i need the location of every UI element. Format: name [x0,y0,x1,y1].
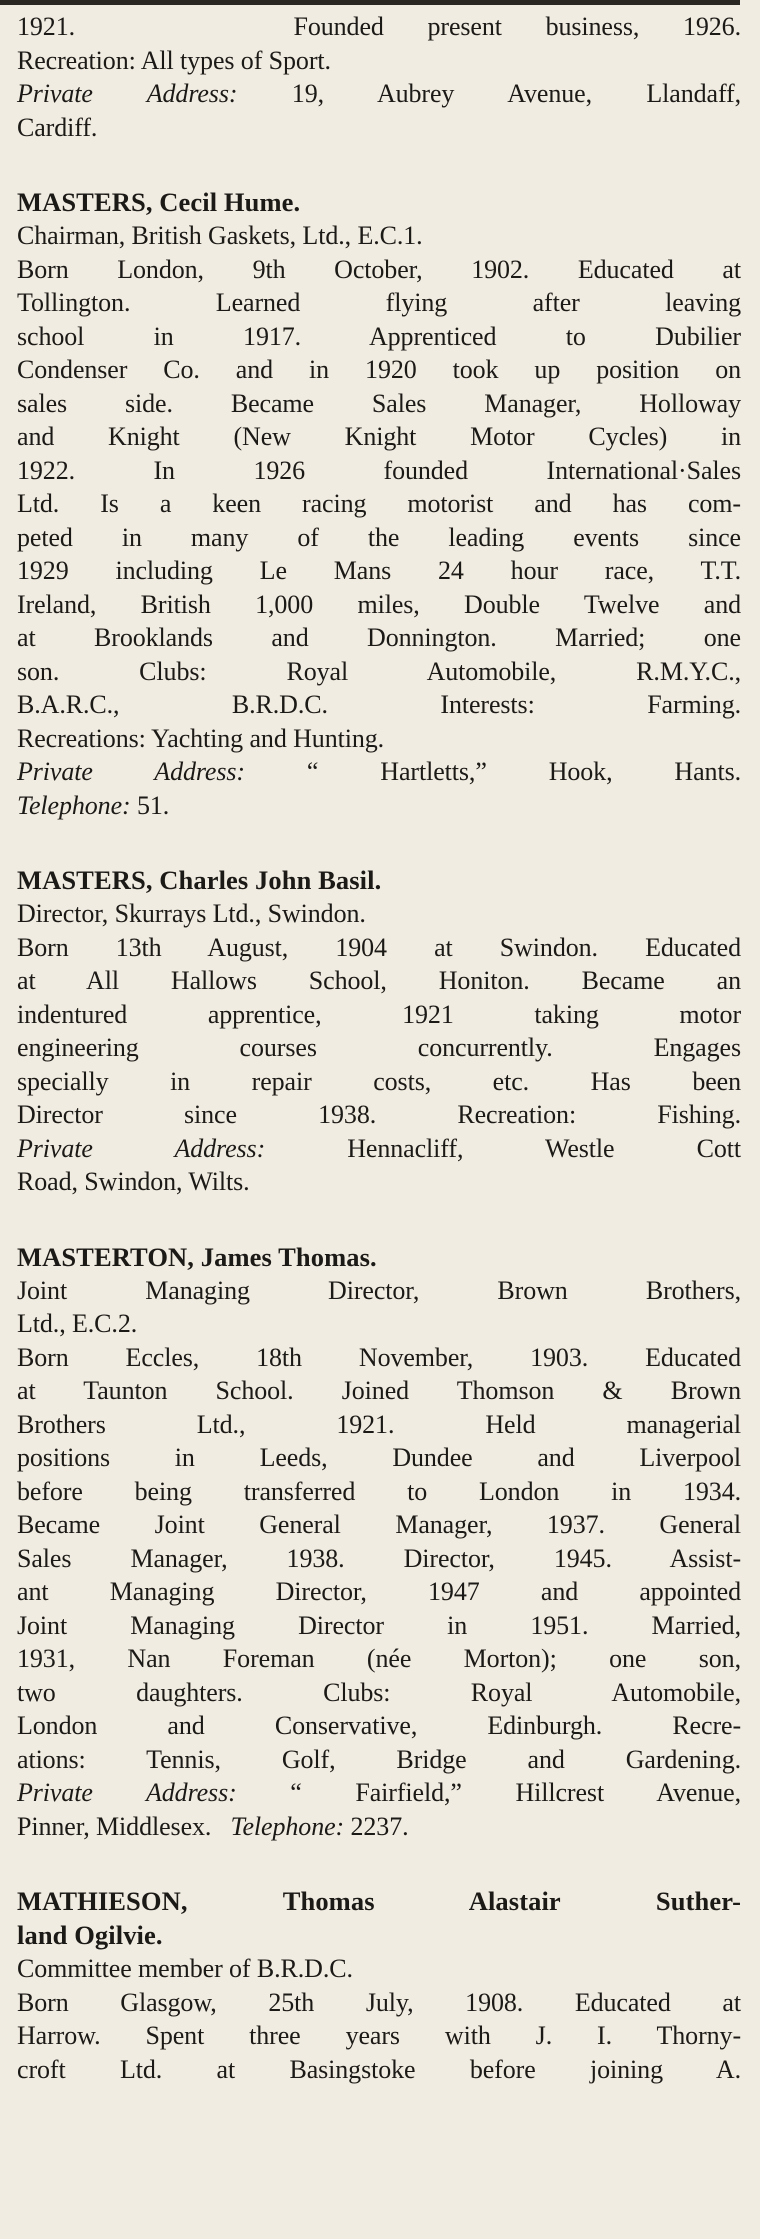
text-line: Cardiff. [17,112,98,142]
text-line: Director, Skurrays Ltd., Swindon. [17,899,366,928]
entry-heading: MATHIESON, Thomas Alastair Suther- [17,1886,742,1916]
text-line: B.A.R.C., B.R.D.C. Interests: Farming. [17,690,741,719]
text-line: Joint Managing Director in 1951. Married, [17,1610,741,1640]
text-line: Director since 1938. Recreation: Fishing. [17,1100,741,1129]
text-line: Born Glasgow, 25th July, 1908. Educated at [17,1987,741,2017]
entry-heading: MASTERS, Cecil Hume. [17,187,301,217]
text-line: positions in Leeds, Dundee and Liverpool [17,1443,741,1472]
text-line: Tollington. Learned flying after leaving [17,288,741,317]
text-line: two daughters. Clubs: Royal Automobile, [17,1677,741,1707]
text-line: at Taunton School. Joined Thomson & Brown [17,1376,741,1405]
text-line: Ireland, British 1,000 miles, Double Twelve and [17,589,741,619]
text-line: Ltd. Is a keen racing motorist and has com- [17,489,741,518]
text-line: Ltd., E.C.2. [17,1309,138,1338]
text-line: Born Eccles, 18th November, 1903. Educated [17,1342,741,1372]
text-line: and Knight (New Knight Motor Cycles) in [17,422,741,451]
entry-heading-continued: land Ogilvie. [17,1920,163,1950]
telephone-label: Telephone: [17,790,131,820]
private-address-line: Private Address: Hennacliff, Westle Cott [17,1133,741,1163]
text-line: Sales Manager, 1938. Director, 1945. Assist- [17,1543,741,1573]
top-rule [0,0,740,5]
text-line: ations: Tennis, Golf, Bridge and Gardening. [17,1744,741,1774]
private-address-label: Private Address: [17,1778,237,1807]
text-line: school in 1917. Apprenticed to Dubilier [17,321,741,351]
text-line: Became Joint General Manager, 1937. General [17,1510,741,1539]
text-line: indentured apprentice, 1921 taking motor [17,999,741,1029]
text-line: Born London, 9th October, 1902. Educated at [17,254,741,284]
entry-masters-charles-john-basil [17,863,741,1199]
entry-heading: MASTERS, Charles John Basil. [17,865,382,895]
private-address-line: Private Address: 19, Aubrey Avenue, Llandaff, [17,79,741,108]
text-line: at All Hallows School, Honiton. Became an [17,966,741,995]
private-address-label: Private Address: [17,79,238,108]
telephone-line: Telephone: 51. [17,790,170,820]
entry-heading: MASTERTON, James Thomas. [17,1241,377,1272]
text-line: 1921. Founded present business, 1926. [17,12,741,41]
text-line: Born 13th August, 1904 at Swindon. Educated [17,932,741,962]
text-line: sales side. Became Sales Manager, Holloway [17,388,741,418]
telephone-line: Pinner, Middlesex. Telephone: 2237. [17,1811,409,1841]
private-address-label: Private Address: [17,1133,266,1163]
entry-masterton-james-thomas [17,1240,741,1844]
private-address-line: Private Address: “ Fairfield,” Hillcrest Avenue, [17,1778,741,1807]
text-line: 1922. In 1926 founded International·Sales [17,455,741,485]
entry-continuation [17,10,741,144]
directory-page [17,10,741,2086]
text-line: Recreation: All types of Sport. [17,45,331,75]
text-line: Chairman, British Gaskets, Ltd., E.C.1. [17,221,423,250]
text-line: London and Conservative, Edinburgh. Recre- [17,1711,741,1740]
entry-masters-cecil-hume [17,185,741,822]
private-address-line: Private Address: “ Hartletts,” Hook, Hants. [17,757,741,786]
text-line: Brothers Ltd., 1921. Held managerial [17,1409,741,1439]
telephone-label: Telephone: [230,1811,345,1841]
text-line: Harrow. Spent three years with J. I. Thorny- [17,2021,741,2050]
text-line: peted in many of the leading events since [17,522,741,552]
text-line: 1929 including Le Mans 24 hour race, T.T. [17,556,741,585]
text-line: ant Managing Director, 1947 and appointed [17,1577,741,1606]
text-line: croft Ltd. at Basingstoke before joining A. [17,2054,741,2084]
text-line: 1931, Nan Foreman (née Morton); one son, [17,1644,741,1673]
text-line: specially in repair costs, etc. Has been [17,1066,741,1096]
entry-mathieson-thomas-alastair [17,1884,741,2086]
text-line: Recreations: Yachting and Hunting. [17,723,385,753]
text-line: Road, Swindon, Wilts. [17,1167,250,1196]
text-line: Committee member of B.R.D.C. [17,1954,353,1983]
text-line: before being transferred to London in 1934. [17,1476,741,1506]
private-address-label: Private Address: [17,757,245,786]
text-line: engineering courses concurrently. Engages [17,1033,741,1062]
text-line: Condenser Co. and in 1920 took up position on [17,355,741,384]
text-line: son. Clubs: Royal Automobile, R.M.Y.C., [17,656,741,686]
text-line: Joint Managing Director, Brown Brothers, [17,1275,741,1305]
text-line: at Brooklands and Donnington. Married; one [17,623,741,652]
